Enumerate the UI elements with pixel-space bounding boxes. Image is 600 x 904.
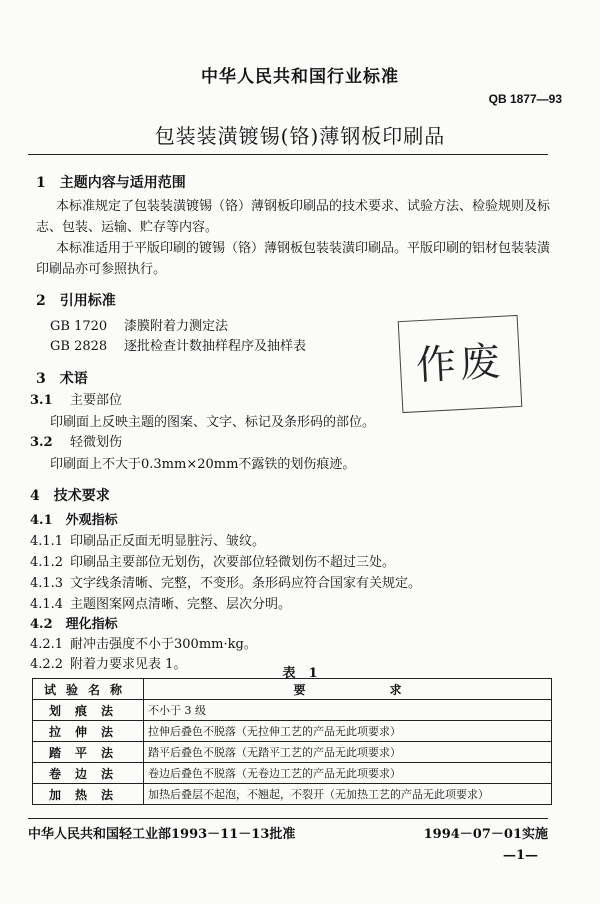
item-4-1-3-number: 4.1.3	[30, 576, 64, 591]
table-row	[33, 742, 552, 763]
ref-code-1: GB 1720	[50, 319, 108, 334]
item-4-1-2-number: 4.1.2	[30, 555, 64, 570]
term-1-number: 3.1	[30, 393, 53, 408]
item-4-1-1-number: 4.1.1	[30, 534, 64, 549]
table-cell-requirement: 卷边后叠色不脱落（无卷边工艺的产品无此项要求）	[144, 763, 552, 784]
item-4-2-2-text: 附着力要求见表 1。	[70, 657, 187, 672]
column-header-requirement: 要 求	[144, 679, 552, 700]
table-cell-method: 加热法	[33, 784, 144, 805]
table-cell-method: 拉伸法	[33, 721, 144, 742]
table-row	[33, 700, 552, 721]
table-row	[33, 721, 552, 742]
table-cell-method: 划痕法	[33, 700, 144, 721]
page-number: —1—	[502, 848, 538, 863]
table-cell-requirement: 拉伸后叠色不脱落（无拉伸工艺的产品无此项要求）	[144, 721, 552, 742]
item-4-1-4-number: 4.1.4	[30, 597, 64, 612]
section-3-heading: 3 术语	[36, 371, 88, 387]
term-2-definition: 印刷面上不大于0.3mm×20mm不露铁的划伤痕迹。	[50, 457, 356, 472]
table-1-caption: 表 1	[282, 666, 318, 681]
item-4-2-1-number: 4.2.1	[30, 637, 64, 652]
table-cell-requirement: 加热后叠层不起泡，不翘起，不裂开（无加热工艺的产品无此项要求）	[144, 784, 552, 805]
term-1-definition: 印刷面上反映主题的图案、文字、标记及条形码的部位。	[50, 415, 376, 430]
table-cell-requirement: 踏平后叠色不脱落（无踏平工艺的产品无此项要求）	[144, 742, 552, 763]
table-row	[33, 763, 552, 784]
table-cell-requirement: 不小于 3 级	[144, 700, 552, 721]
subsection-4-1: 4.1 外观指标	[30, 513, 118, 528]
header-divider	[28, 154, 548, 155]
item-4-2-2-number: 4.2.2	[30, 657, 64, 672]
term-1-name: 主要部位	[70, 393, 123, 408]
item-4-1-4-text: 主题图案网点清晰、完整、层次分明。	[70, 597, 292, 612]
item-4-1-1-text: 印刷品正反面无明显脏污、皱纹。	[70, 534, 266, 549]
effective-date: 1994－07－01实施	[423, 827, 548, 842]
ref-name-1: 漆膜附着力测定法	[124, 319, 229, 334]
standard-code: QB 1877—93	[488, 92, 562, 106]
term-2-name: 轻微划伤	[70, 435, 123, 450]
table-cell-method: 卷边法	[33, 763, 144, 784]
table-header-row	[33, 679, 552, 700]
section-2-heading: 2 引用标准	[36, 293, 116, 309]
column-header-method: 试验名称	[33, 679, 144, 700]
standard-category: 中华人民共和国行业标准	[201, 67, 399, 87]
section-1-para-2a: 本标准适用于平版印刷的镀锡（铬）薄钢板包装装潢印刷品。平版印刷的铝材包装装潢	[56, 241, 551, 256]
term-2-number: 3.2	[30, 435, 53, 450]
table-row	[33, 784, 552, 805]
ref-name-2: 逐批检查计数抽样程序及抽样表	[124, 339, 307, 354]
void-stamp: 作废	[398, 315, 523, 413]
footer-divider	[28, 818, 548, 819]
table-1	[32, 678, 552, 805]
document-title: 包装装潢镀锡(铬)薄钢板印刷品	[154, 124, 446, 148]
approval-line: 中华人民共和国轻工业部1993－11－13批准	[28, 827, 296, 842]
item-4-2-1-text: 耐冲击强度不小于300mm·kg。	[70, 637, 257, 652]
item-4-1-2-text: 印刷品主要部位无划伤，次要部位轻微划伤不超过三处。	[70, 555, 396, 570]
subsection-4-2: 4.2 理化指标	[30, 617, 118, 632]
section-1-para-2b: 印刷品亦可参照执行。	[36, 262, 167, 277]
section-1-heading: 1 主题内容与适用范围	[36, 175, 186, 191]
item-4-1-3-text: 文字线条清晰、完整，不变形。条形码应符合国家有关规定。	[70, 576, 422, 591]
section-4-heading: 4 技术要求	[30, 488, 110, 504]
table-cell-method: 踏平法	[33, 742, 144, 763]
section-1-para-1b: 志、包装、运输、贮存等内容。	[36, 220, 219, 235]
section-1-para-1a: 本标准规定了包装装潢镀锡（铬）薄钢板印刷品的技术要求、试验方法、检验规则及标	[56, 199, 551, 214]
ref-code-2: GB 2828	[50, 339, 108, 354]
